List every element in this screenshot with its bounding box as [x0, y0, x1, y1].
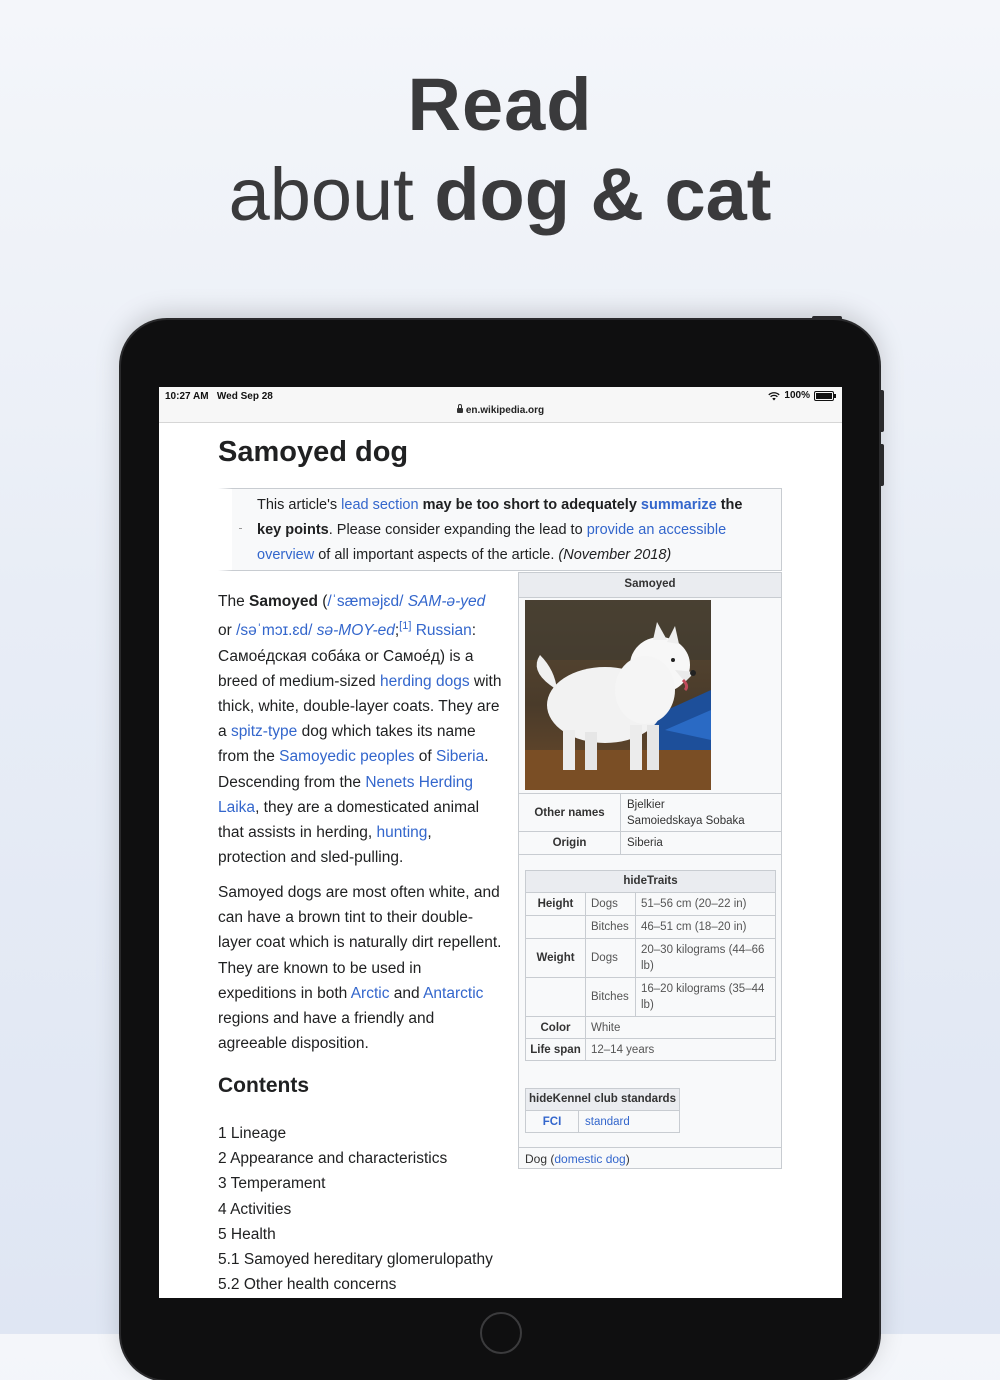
infobox-footer: Dog (domestic dog) [519, 1147, 781, 1170]
battery-percent: 100% [784, 390, 810, 401]
infobox-caption: Samoyed [519, 573, 781, 598]
volume-down-button [879, 444, 884, 486]
status-right [768, 390, 834, 401]
lifespan-value: 12–14 years [591, 1043, 655, 1056]
lifespan-label: Life span [526, 1039, 586, 1060]
fci-link[interactable]: FCI [526, 1111, 579, 1132]
height-dogs-label: Dogs [586, 893, 636, 915]
origin-link[interactable]: Siberia [627, 837, 663, 849]
toc-item[interactable]: 4 Activities [218, 1200, 292, 1218]
intro-paragraph: The Samoyed (/ˈsæməjɛd/ SAM-ə-yed or /səˈmɔɪ.ɛd/ sə-MOY-ed;[1] Russian: Самое́дская соба́ка or Самое́д) is a breed of medium-sized herding dogs with thick, white, double-layer coats. They are a spitz-type dog which takes its name from the Samoyedic peoples of Siberia. Descending from the Nenets Herding Laika, they are a domesticated animal that assists in herding, hunting, protection and sled-pulling. [218, 593, 502, 867]
notice-text: This article's lead section may be too short to adequately summarize the key points. Please consider expanding the lead to provide an accessible overview of all important aspects of the article. (November 2018) [257, 497, 743, 563]
height-label-empty [526, 916, 586, 938]
link-nenets-herding-laika[interactable]: Nenets Herding Laika [218, 773, 474, 816]
weight-bitches-label: Bitches [586, 978, 636, 1016]
infobox [518, 572, 782, 1169]
link-antarctic[interactable]: Antarctic [423, 984, 484, 1002]
headline-subtitle: about dog & cat [228, 153, 772, 236]
second-paragraph: Samoyed dogs are most often white, and can have a brown tint to their double-layer coat which is naturally dirt repellent. They are known to be used in expeditions in both Arctic and Antarctic regions and have a friendly and agreeable disposition. [218, 884, 502, 1053]
height-dogs-value: 51–56 cm (20–22 in) [641, 898, 747, 910]
weight-label: Weight [526, 939, 586, 977]
link-summarize[interactable]: summarize [640, 497, 717, 513]
traits-table [525, 870, 776, 1061]
wifi-icon [768, 391, 780, 401]
weight-label-empty [526, 978, 586, 1016]
page-title: Samoyed dog [218, 436, 409, 468]
link-spitz-type[interactable]: spitz-type [230, 723, 298, 741]
headline-read: Read [407, 63, 593, 146]
standard-link[interactable]: standard [585, 1115, 630, 1128]
notice-marker [239, 528, 242, 529]
address-bar[interactable]: en.wikipedia.org [159, 405, 842, 416]
link-ipa-2[interactable]: /səˈmɔɪ.ɛd/ [236, 622, 313, 640]
lock-icon [457, 408, 463, 413]
weight-dogs-label: Dogs [586, 939, 636, 977]
link-samoyedic-peoples[interactable]: Samoyedic peoples [279, 748, 415, 766]
status-time-date: 10:27 AM Wed Sep 28 [165, 391, 273, 402]
weight-bitches-value: 16–20 kilograms (35–44 lb) [641, 983, 765, 1011]
kennel-table [525, 1088, 680, 1133]
toc-item[interactable]: 5.2 Other health concerns [218, 1276, 397, 1294]
origin-label: Origin [519, 832, 621, 854]
link-pronunciation-1[interactable]: SAM-ə-yed [403, 593, 486, 610]
link-arctic[interactable]: Arctic [350, 984, 390, 1002]
link-hunting[interactable]: hunting [376, 823, 428, 841]
link-ipa-1[interactable]: /ˈsæməjɛd/ [327, 593, 404, 610]
kennel-heading[interactable]: hideKennel club standards [526, 1089, 679, 1110]
toc-item[interactable]: 3 Temperament [218, 1175, 326, 1193]
dog-image-icon [525, 600, 711, 790]
samoyed-photo[interactable] [525, 600, 711, 790]
weight-dogs-value: 20–30 kilograms (44–66 lb) [641, 944, 765, 972]
height-bitches-label: Bitches [586, 916, 636, 938]
reference-1[interactable]: [1] [399, 620, 412, 633]
battery-icon [814, 391, 834, 401]
link-pronunciation-2[interactable]: sə-MOY-ed [312, 622, 395, 640]
link-siberia[interactable]: Siberia [436, 748, 485, 766]
link-russian[interactable]: Russian [415, 622, 472, 640]
ipad-screen [159, 387, 842, 1298]
power-button [812, 316, 842, 320]
link-domestic-dog[interactable]: domestic dog [554, 1152, 626, 1166]
color-value: White [591, 1021, 621, 1034]
height-bitches-value: 46–51 cm (18–20 in) [641, 921, 747, 933]
other-names-value: Bjelkier Samoiedskaya Sobaka [627, 799, 745, 827]
height-label: Height [526, 893, 586, 915]
link-lead-section[interactable]: lead section [341, 497, 419, 513]
other-names-label: Other names [519, 794, 621, 831]
link-herding-dogs[interactable]: herding dogs [379, 672, 470, 690]
volume-up-button [879, 390, 884, 432]
toc-item[interactable]: 5 Health [218, 1225, 276, 1243]
toc-item[interactable]: 2 Appearance and characteristics [218, 1150, 448, 1168]
status-bar [159, 387, 842, 423]
contents-heading: Contents [218, 1074, 309, 1097]
table-of-contents [218, 1121, 493, 1297]
home-button[interactable] [480, 1312, 522, 1354]
toc-item[interactable]: 5.1 Samoyed hereditary glomerulopathy [218, 1251, 493, 1269]
traits-heading[interactable]: hideTraits [526, 871, 775, 892]
article-notice [218, 488, 782, 571]
link-accessible-overview[interactable]: provide an accessible overview [257, 522, 727, 563]
color-label: Color [526, 1017, 586, 1038]
toc-item[interactable]: 1 Lineage [218, 1125, 287, 1142]
infobox-table [519, 793, 781, 855]
